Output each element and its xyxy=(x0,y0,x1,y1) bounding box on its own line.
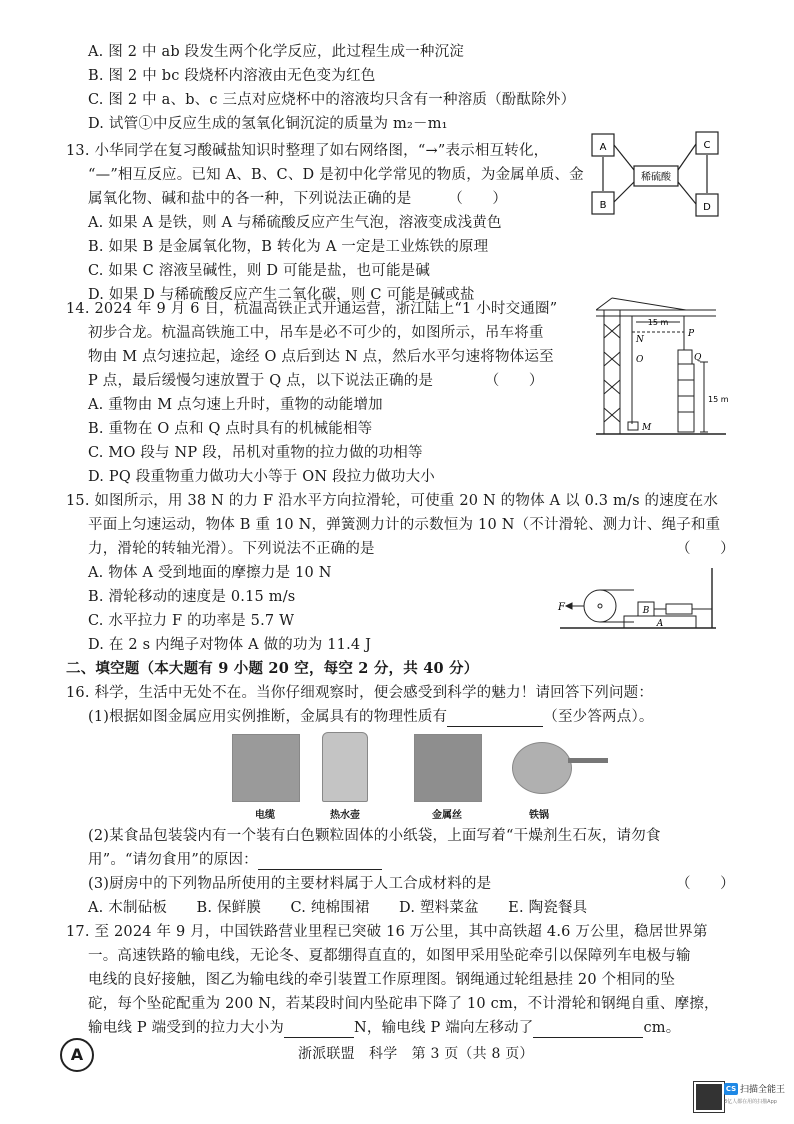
q17-line2: 一。高速铁路的输电线，无论冬、夏都绷得直直的，如图甲采用坠砣牵引以保障列车电极与输 xyxy=(88,948,691,964)
q17-distance-blank[interactable] xyxy=(533,1021,643,1038)
watermark-name: 扫描全能王 xyxy=(740,1085,786,1095)
crane-label-q: Q xyxy=(694,353,702,363)
q12-option-c: C. 图 2 中 a、b、c 三点对应烧杯中的溶液均只含有一种溶质（酚酞除外） xyxy=(88,92,576,108)
image-label-cable: 电缆 xyxy=(255,810,275,821)
crane-side-dim: 15 m xyxy=(708,395,729,404)
q13-stem-3: 属氧化物、碱和盐中的各一种，下列说法正确的是 （ ） xyxy=(88,191,508,207)
q13-network-diagram xyxy=(586,130,734,218)
q14-stem-1: 14. 2024 年 9 月 6 日，杭温高铁正式开通运营，浙江陆上“1 小时交通圈” xyxy=(66,301,558,317)
q15-answer-paren: （ ） xyxy=(676,541,735,557)
camscanner-logo: CS xyxy=(725,1085,737,1093)
q14-stem-3: 物由 M 点匀速拉起，途经 O 点后到达 N 点，然后水平匀速将物体运至 xyxy=(88,349,554,365)
q17-line5-text-b: N，输电线 P 端向左移动了 xyxy=(353,1020,534,1036)
q16-part3-paren: （ ） xyxy=(676,876,735,892)
crane-top-dim: 15 m xyxy=(647,318,669,327)
qr-code xyxy=(694,1082,724,1112)
q16-part1-blank[interactable] xyxy=(447,710,543,727)
q16-part3-options: A. 木制砧板 B. 保鲜膜 C. 纯棉围裙 D. 塑料菜盆 E. 陶瓷餐具 xyxy=(88,900,588,916)
q13-option-c: C. 如果 C 溶液呈碱性，则 D 可能是盐，也可能是碱 xyxy=(88,263,431,279)
q17-force-blank[interactable] xyxy=(284,1021,354,1038)
q14-stem-2: 初步合龙。杭温高铁施工中，吊车是必不可少的，如图所示，吊车将重 xyxy=(88,325,544,341)
image-label-wok: 铁锅 xyxy=(529,810,549,821)
diagram-node-b: B xyxy=(599,200,607,211)
q16-part2-blank[interactable] xyxy=(258,853,382,870)
diagram-center: 稀硫酸 xyxy=(641,172,671,183)
q16-part3: (3)厨房中的下列物品所使用的主要材料属于人工合成材料的是 xyxy=(88,876,492,892)
q13-option-d: D. 如果 D 与稀硫酸反应产生二氧化碳，则 C 可能是碱或盐 xyxy=(88,287,475,303)
kettle-photo xyxy=(322,732,368,802)
pulley-label-b: B xyxy=(642,606,650,616)
q16-part2-line2 xyxy=(88,850,382,870)
q16-part1 xyxy=(88,707,654,727)
q17-line3: 电线的良好接触，图乙为输电线的牵引装置工作原理图。钢绳通过轮组悬挂 20 个相同的坠 xyxy=(88,972,676,988)
q14-option-c: C. MO 段与 NP 段，吊机对重物的拉力做的功相等 xyxy=(88,445,423,461)
q15-stem-2: 平面上匀速运动，物体 B 重 10 N，弹簧测力计的示数恒为 10 N（不计滑轮、测力计、绳子和重 xyxy=(88,517,721,533)
q13-option-a: A. 如果 A 是铁，则 A 与稀硫酸反应产生气泡，溶液变成浅黄色 xyxy=(88,215,502,231)
q12-option-b: B. 图 2 中 bc 段烧杯内溶液由无色变为红色 xyxy=(88,68,376,84)
q14-option-a: A. 重物由 M 点匀速上升时，重物的动能增加 xyxy=(88,397,383,413)
diagram-node-c: C xyxy=(703,140,711,151)
pulley-label-a: A xyxy=(656,619,664,629)
q12-option-d: D. 试管①中反应生成的氢氧化铜沉淀的质量为 m₂－m₁ xyxy=(88,116,448,132)
crane-label-p: P xyxy=(688,329,695,339)
q12-option-a: A. 图 2 中 ab 段发生两个化学反应，此过程生成一种沉淀 xyxy=(88,44,464,60)
q15-stem-3: 力，滑轮的转轴光滑）。下列说法不正确的是 xyxy=(88,541,375,557)
section-fill-blank-title: 二、填空题（本大题有 9 小题 20 空，每空 2 分，共 40 分） xyxy=(66,660,479,677)
q17-line5 xyxy=(88,1018,680,1038)
diagram-node-a: A xyxy=(599,142,607,153)
pulley-label-f: F xyxy=(558,602,565,613)
wok-photo xyxy=(512,742,572,794)
page-footer: 浙派联盟 科学 第 3 页（共 8 页） xyxy=(298,1046,534,1062)
paper-version-badge: A xyxy=(60,1038,94,1072)
q15-pulley-figure xyxy=(554,566,720,638)
q16-part1-text: (1)根据如图金属应用实例推断，金属具有的物理性质有 xyxy=(88,709,448,725)
q13-stem-1: 13. 小华同学在复习酸碱盐知识时整理了如右网络图，“→”表示相互转化， xyxy=(66,143,549,159)
q14-option-d: D. PQ 段重物重力做功大小等于 ON 段拉力做功大小 xyxy=(88,469,435,485)
wok-handle xyxy=(568,758,608,763)
crane-label-m: M xyxy=(642,423,652,433)
q16-part2-text: 用”。“请勿食用”的原因： xyxy=(88,852,258,868)
q13-option-b: B. 如果 B 是金属氧化物，B 转化为 A 一定是工业炼铁的原理 xyxy=(88,239,489,255)
metal-wire-photo xyxy=(414,734,482,802)
q16-intro: 16. 科学，生活中无处不在。当你仔细观察时，便会感受到科学的魅力！请回答下列问题： xyxy=(66,685,654,701)
q17-line4: 砣，每个坠砣配重为 200 N，若某段时间内坠砣串下降了 10 cm，不计滑轮和钢绳自重、摩擦， xyxy=(88,996,719,1012)
q15-option-d: D. 在 2 s 内绳子对物体 A 做的功为 11.4 J xyxy=(88,637,372,653)
image-label-wire: 金属丝 xyxy=(432,810,462,821)
q15-option-c: C. 水平拉力 F 的功率是 5.7 W xyxy=(88,613,295,629)
q17-line1: 17. 至 2024 年 9 月，中国铁路营业里程已突破 16 万公里，其中高铁超 4.6 万公里，稳居世界第 xyxy=(66,924,708,940)
q16-part2-line1: (2)某食品包装袋内有一个装有白色颗粒固体的小纸袋，上面写着“干燥剂生石灰，请勿食 xyxy=(88,828,661,844)
watermark-sub: 3亿人都在用的扫描App xyxy=(724,1099,777,1105)
diagram-node-d: D xyxy=(703,202,711,213)
q17-line5-text-c: cm。 xyxy=(643,1020,681,1036)
image-label-kettle: 热水壶 xyxy=(330,810,360,821)
crane-label-n: N xyxy=(636,335,644,345)
q14-stem-4: P 点，最后缓慢匀速放置于 Q 点，以下说法正确的是 （ ） xyxy=(88,373,544,389)
q15-option-b: B. 滑轮移动的速度是 0.15 m/s xyxy=(88,589,296,605)
q14-crane-figure xyxy=(596,294,730,440)
q15-stem-1: 15. 如图所示，用 38 N 的力 F 沿水平方向拉滑轮，可使重 20 N 的物体 A 以 0.3 m/s 的速度在水 xyxy=(66,493,719,509)
crane-label-o: O xyxy=(636,355,644,365)
q17-line5-text-a: 输电线 P 端受到的拉力大小为 xyxy=(88,1020,284,1036)
q16-part1-suffix: （至少答两点）。 xyxy=(543,709,654,725)
q13-stem-2: “—”相互反应。已知 A、B、C、D 是初中化学常见的物质，为金属单质、金 xyxy=(88,167,584,183)
q15-option-a: A. 物体 A 受到地面的摩擦力是 10 N xyxy=(88,565,332,581)
q14-option-b: B. 重物在 O 点和 Q 点时具有的机械能相等 xyxy=(88,421,373,437)
cable-photo xyxy=(232,734,300,802)
